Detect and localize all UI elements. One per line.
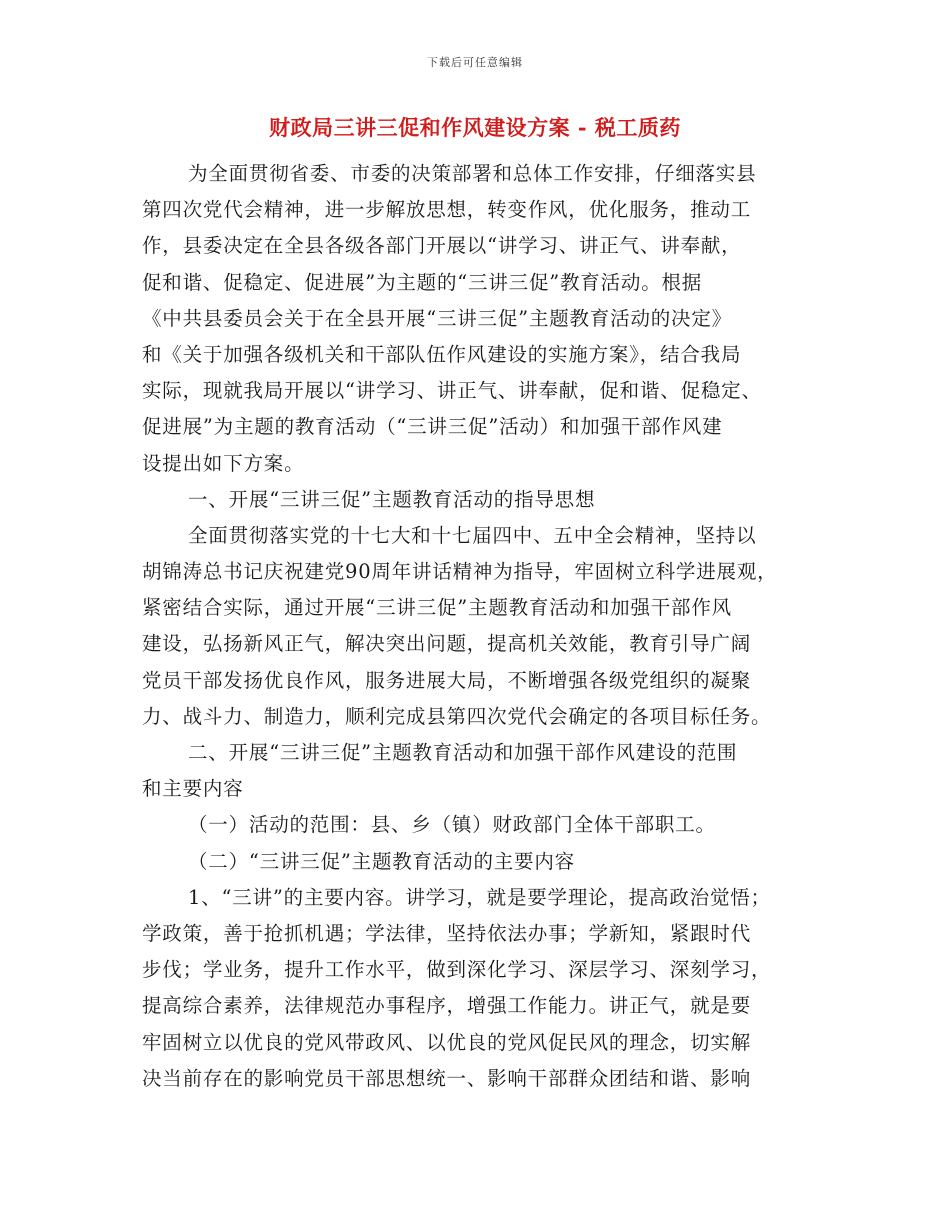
text-line: 决当前存在的影响党员干部思想统一、影响干部群众团结和谐、影响 (142, 1066, 752, 1090)
text-line: 胡锦涛总书记庆祝建党90周年讲话精神为指导，牢固树立科学进展观， (142, 560, 778, 584)
text-line: 设提出如下方案。 (142, 451, 305, 475)
text-line: 步伐；学业务，提升工作水平，做到深化学习、深层学习、深刻学习， (142, 958, 772, 982)
text-line: 促和谐、促稳定、促进展”为主题的“三讲三促”教育活动。根据 (142, 270, 703, 294)
text-line: 紧密结合实际，通过开展“三讲三促”主题教育活动和加强干部作风 (142, 596, 732, 620)
text-line: 提高综合素养，法律规范办事程序，增强工作能力。讲正气，就是要 (142, 994, 752, 1018)
header-note: 下载后可任意编辑 (427, 56, 523, 69)
text-line: 力、战斗力、制造力，顺利完成县第四次党代会确定的各项目标任务。 (142, 704, 772, 728)
text-line: 和主要内容 (142, 777, 244, 801)
text-line: 建设，弘扬新风正气，解决突出问题，提高机关效能，教育引导广阔 (142, 632, 752, 656)
text-line: 和《关于加强各级机关和干部队伍作风建设的实施方案》，结合我局 (142, 342, 742, 366)
document-title: 财政局三讲三促和作风建设方案 - 税工质药 (269, 115, 681, 140)
text-line: （一）活动的范围：县、乡（镇）财政部门全体干部职工。 (188, 813, 716, 837)
document-body (142, 156, 822, 1097)
text-line: 为全面贯彻省委、市委的决策部署和总体工作安排，仔细落实县 (188, 162, 757, 185)
text-line: 第四次党代会精神，进一步解放思想，转变作风，优化服务，推动工 (142, 198, 752, 222)
text-line: 一、开展“三讲三促”主题教育活动的指导思想 (188, 487, 596, 511)
text-line: 实际，现就我局开展以“讲学习、讲正气、讲奉献，促和谐、促稳定、 (142, 379, 762, 403)
text-line: 党员干部发扬优良作风，服务进展大局，不断增强各级党组织的凝聚 (142, 668, 752, 692)
text-line: 全面贯彻落实党的十七大和十七届四中、五中全会精神，坚持以 (188, 523, 757, 547)
text-line: 牢固树立以优良的党风带政风、以优良的党风促民风的理念，切实解 (142, 1030, 752, 1054)
text-line: 1、“三讲”的主要内容。讲学习，就是要学理论，提高政治觉悟； (188, 885, 771, 909)
text-line: 《中共县委员会关于在全县开展“三讲三促”主题教育活动的决定》 (142, 306, 732, 330)
text-line: （二）“三讲三促”主题教育活动的主要内容 (188, 849, 575, 873)
text-line: 二、开展“三讲三促”主题教育活动和加强干部作风建设的范围 (188, 741, 738, 764)
text-line: 促进展”为主题的教育活动（“三讲三促”活动）和加强干部作风建 (142, 415, 723, 439)
text-line: 作，县委决定在全县各级各部门开展以“讲学习、讲正气、讲奉献， (142, 234, 742, 258)
text-line: 学政策，善于抢抓机遇；学法律，坚持依法办事；学新知，紧跟时代 (142, 921, 752, 945)
